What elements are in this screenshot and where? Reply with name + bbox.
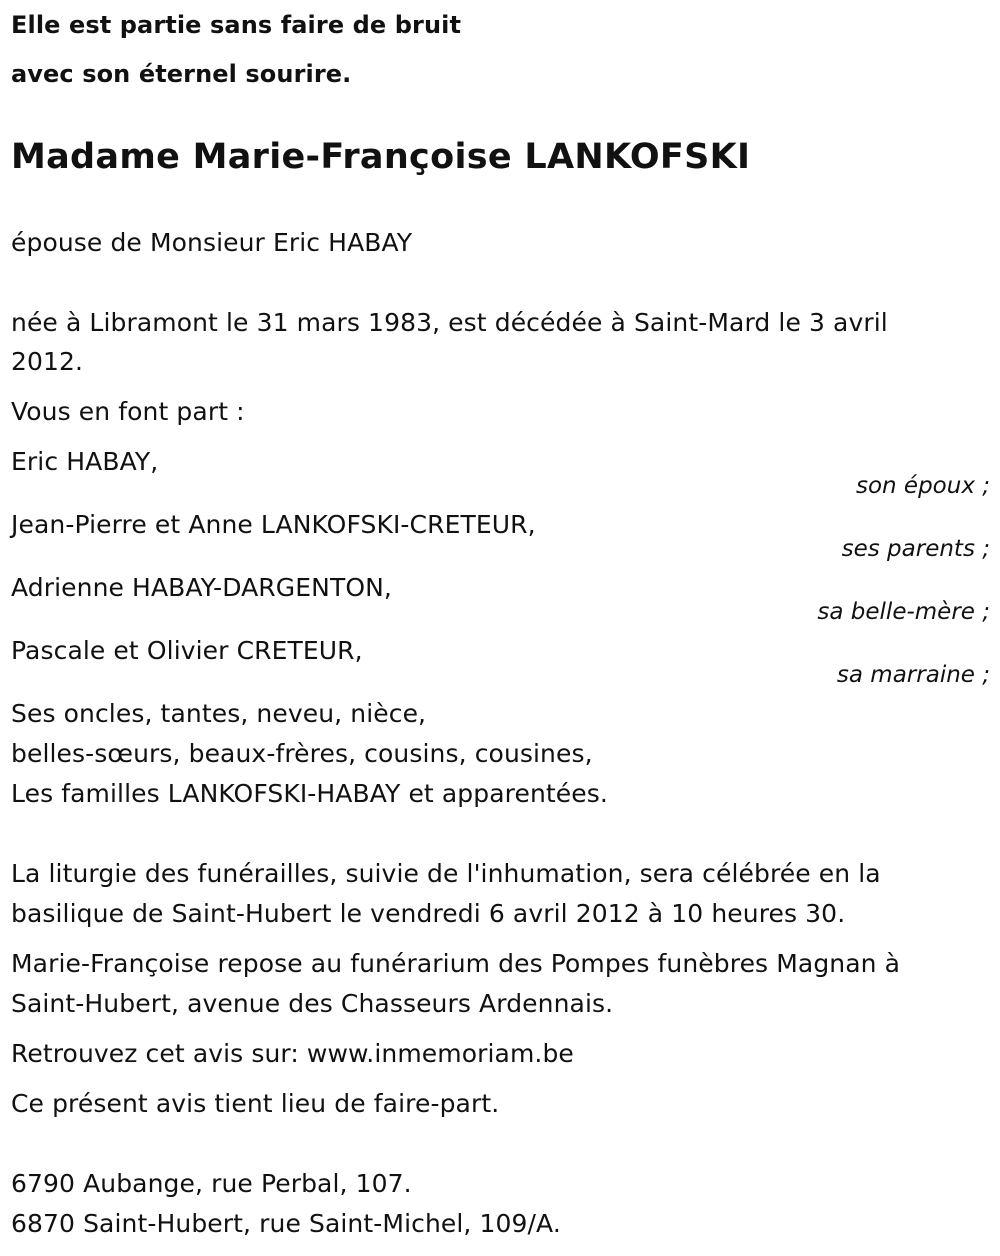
notice-line: Ce présent avis tient lieu de faire-part. [11,1089,500,1118]
mourner-relation: son époux ; [855,473,990,499]
mourner-relation: ses parents ; [841,536,990,562]
address-line-1: 6790 Aubange, rue Perbal, 107. [11,1169,412,1198]
mourner-name: Jean-Pierre et Anne LANKOFSKI-CRETEUR, [11,510,536,539]
deceased-name: Madame Marie-Françoise LANKOFSKI [11,137,751,177]
mourner-relation: sa belle-mère ; [817,599,990,625]
family-line-2: belles-sœurs, beaux-frères, cousins, cousines, [11,739,593,768]
family-line-1: Ses oncles, tantes, neveu, nièce, [11,699,427,728]
intro-line: Vous en font part : [11,397,245,426]
website-line: Retrouvez cet avis sur: www.inmemoriam.be [11,1039,574,1068]
tagline-line-2: avec son éternel sourire. [11,60,352,88]
address-line-2: 6870 Saint-Hubert, rue Saint-Michel, 109/A. [11,1209,561,1238]
mourner-name: Adrienne HABAY-DARGENTON, [11,573,392,602]
birth-death-line-2: 2012. [11,347,84,376]
spouse-line: épouse de Monsieur Eric HABAY [11,228,413,257]
birth-death-line-1: née à Libramont le 31 mars 1983, est décédée à Saint-Mard le 3 avril [11,308,888,337]
mourner-name: Pascale et Olivier CRETEUR, [11,636,363,665]
repose-line-2: Saint-Hubert, avenue des Chasseurs Ardennais. [11,989,614,1018]
repose-line-1: Marie-Françoise repose au funérarium des Pompes funèbres Magnan à [11,949,901,978]
family-line-3: Les familles LANKOFSKI-HABAY et apparentées. [11,779,608,808]
funeral-line-2: basilique de Saint-Hubert le vendredi 6 avril 2012 à 10 heures 30. [11,899,846,928]
funeral-line-1: La liturgie des funérailles, suivie de l'inhumation, sera célébrée en la [11,859,881,888]
mourner-name: Eric HABAY, [11,447,159,476]
tagline-line-1: Elle est partie sans faire de bruit [11,11,462,39]
mourner-relation: sa marraine ; [836,662,990,688]
